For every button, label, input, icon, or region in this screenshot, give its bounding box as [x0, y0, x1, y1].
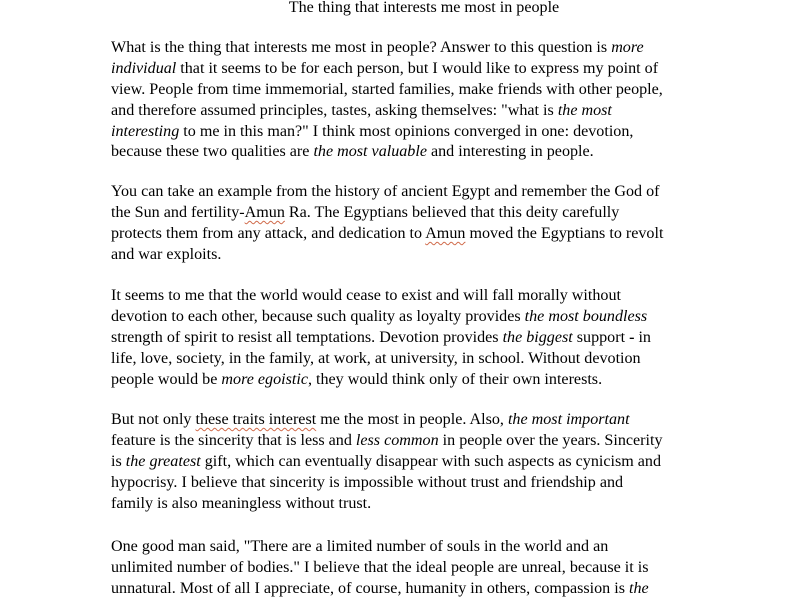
text-run: But not only [111, 411, 196, 428]
italic-run: interesting [111, 122, 180, 140]
text-run: One good man said, "There are a limited number of souls in the world and an [111, 538, 609, 555]
text-run: gift, which can eventually disappear with such aspects as cynicism and [200, 452, 662, 470]
text-run: It seems to me that the world would cease to exist and will fall morally without [111, 287, 621, 304]
text-line [111, 80, 787, 101]
text-line [111, 349, 787, 370]
text-line [111, 142, 787, 163]
text-run: unnatural. Most of all I appreciate, of course, humanity in others, compassion is [111, 579, 630, 597]
text-run: feature is the sincerity that is less and [111, 431, 356, 449]
text-run: in [634, 328, 651, 346]
bold-run: - [629, 328, 635, 346]
text-line [111, 537, 787, 558]
text-run: because these two qualities are [111, 143, 314, 161]
text-run: is [111, 452, 126, 470]
text-run: family is also meaningless without trust. [111, 494, 372, 512]
text-run: unlimited number of bodies." I believe that the ideal people are unreal, because it is [111, 558, 649, 576]
text-line [111, 579, 787, 597]
spellcheck-flagged-run: Amun [244, 203, 285, 221]
italic-run: the most [557, 101, 612, 119]
text-run: in people over the years. Sincerity [438, 431, 663, 449]
text-run: , they would think only of their own interests. [307, 370, 603, 388]
text-line [111, 203, 787, 224]
italic-run: the [629, 579, 649, 597]
text-run: devotion to each other, because such quality as loyalty provides [111, 307, 525, 325]
text-line [111, 410, 787, 431]
italic-run: less common [355, 431, 439, 449]
paragraph-5 [111, 537, 787, 597]
text-run: moved the Egyptians to revolt [465, 224, 664, 242]
paragraph-4 [111, 410, 787, 514]
italic-run: the greatest [125, 452, 201, 470]
text-line [111, 224, 787, 245]
text-line [111, 122, 787, 143]
text-line [111, 494, 787, 515]
italic-run: individual [111, 59, 177, 77]
text-run: me the most in people. Also, [316, 411, 508, 428]
text-line [111, 452, 787, 473]
paragraph-2 [111, 182, 787, 266]
text-line [111, 286, 787, 307]
text-run: support [572, 328, 630, 346]
text-run: to me in this man?" I think most opinions converged in one: devotion, [179, 122, 634, 140]
text-run: view. People from time immemorial, started families, make friends with other people, [111, 80, 663, 98]
text-run: strength of spirit to resist all temptations. Devotion provides [111, 328, 503, 346]
text-line [111, 558, 787, 579]
paragraph-1 [111, 38, 787, 163]
paragraph-3 [111, 286, 787, 390]
text-line [111, 473, 787, 494]
italic-run: more egoistic [221, 370, 308, 388]
text-run: Ra. The Egyptians believed that this deity carefully [284, 203, 620, 221]
page-title: The thing that interests me most in people [288, 0, 560, 16]
text-run: and war exploits. [111, 245, 222, 263]
text-line [111, 431, 787, 452]
text-run: You can take an example from the history of ancient Egypt and remember the God of [111, 183, 660, 200]
spellcheck-flagged-run: Amun [425, 224, 466, 242]
text-line [111, 38, 787, 59]
text-run: hypocrisy. I believe that sincerity is impossible without trust and friendship and [111, 473, 624, 491]
text-line [111, 245, 787, 266]
text-run: What is the thing that interests me most in people? Answer to this question is [111, 39, 612, 56]
text-line [111, 182, 787, 203]
spellcheck-flagged-run: these traits interest [195, 411, 317, 428]
text-line [111, 328, 787, 349]
text-line [111, 370, 787, 391]
text-run: the Sun and fertility- [111, 203, 245, 221]
italic-run: more [611, 39, 644, 56]
text-run: that it seems to be for each person, but I would like to express my point of [176, 59, 659, 77]
text-run: people would be [111, 370, 222, 388]
text-line [111, 101, 787, 122]
text-run: protects them from any attack, and dedication to [111, 224, 426, 242]
italic-run: the most valuable [313, 143, 427, 161]
italic-run: the biggest [502, 328, 573, 346]
italic-run: the most boundless [524, 307, 648, 325]
text-run: and interesting in people. [426, 143, 594, 161]
text-run: and therefore assumed principles, tastes, asking themselves: "what is [111, 101, 558, 119]
text-run: life, love, society, in the family, at work, at university, in school. Without devotion [111, 349, 641, 367]
italic-run: the most important [507, 411, 630, 428]
text-line [111, 59, 787, 80]
text-line [111, 307, 787, 328]
